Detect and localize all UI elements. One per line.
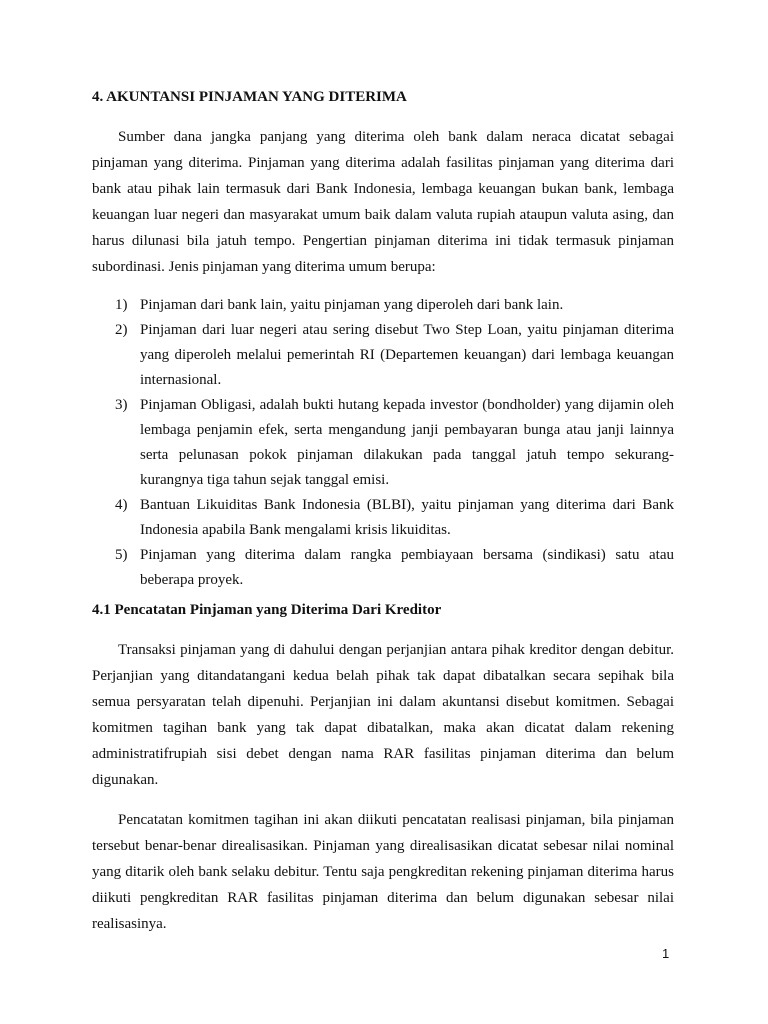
list-item bbox=[92, 293, 674, 318]
loan-types-list bbox=[92, 293, 674, 593]
list-item bbox=[92, 493, 674, 543]
subsection-paragraph-1: Transaksi pinjaman yang di dahului dengan perjanjian antara pihak kreditor dengan debitur. Perjanjian yang ditandatangani kedua belah pihak tak dapat dibatalkan secara sepihak bila semua persyaratan telah dipenuhi. Perjanjian ini dalam akuntansi disebut komitmen. Sebagai komitmen tagihan bank yang tak dapat dibatalkan, maka akan dicatat dalam rekening administratifrupiah sisi debet dengan nama RAR fasilitas pinjaman diterima dan belum digunakan. bbox=[92, 642, 674, 788]
list-item-text: Bantuan Likuiditas Bank Indonesia (BLBI), yaitu pinjaman yang diterima dari Bank Indonesia apabila Bank mengalami krisis likuiditas. bbox=[140, 497, 674, 538]
list-item bbox=[92, 543, 674, 593]
list-item-number: 4) bbox=[115, 497, 128, 513]
document-page bbox=[92, 84, 674, 937]
intro-paragraph: Sumber dana jangka panjang yang diterima oleh bank dalam neraca dicatat sebagai pinjaman yang diterima. Pinjaman yang diterima adalah fasilitas pinjaman yang diterima dari bank atau pihak lain termasuk dari Bank Indonesia, lembaga keuangan bukan bank, lembaga keuangan luar negeri dan masyarakat umum baik dalam valuta rupiah ataupun valuta asing, dan harus dilunasi bila jatuh tempo. Pengertian pinjaman diterima ini tidak termasuk pinjaman subordinasi. Jenis pinjaman yang diterima umum berupa: bbox=[92, 129, 674, 275]
section-title: 4. AKUNTANSI PINJAMAN YANG DITERIMA bbox=[92, 89, 407, 105]
list-item bbox=[92, 393, 674, 493]
list-item-text: Pinjaman dari luar negeri atau sering disebut Two Step Loan, yaitu pinjaman diterima yang diperoleh melalui pemerintah RI (Departemen keuangan) dari lembaga keuangan internasional. bbox=[140, 322, 674, 388]
list-item-text: Pinjaman Obligasi, adalah bukti hutang kepada investor (bondholder) yang dijamin oleh lembaga penjamin efek, serta mengandung janji pembayaran bunga atau janji lainnya serta pelunasan pokok pinjaman dilakukan pada tanggal jatuh tempo sekurang-kurangnya tiga tahun sejak tanggal emisi. bbox=[140, 397, 674, 488]
list-item bbox=[92, 318, 674, 393]
subsection-paragraph-2: Pencatatan komitmen tagihan ini akan diikuti pencatatan realisasi pinjaman, bila pinjaman tersebut benar-benar direalisasikan. Pinjaman yang direalisasikan dicatat sebesar nilai nominal yang ditarik oleh bank selaku debitur. Tentu saja pengkreditan rekening pinjaman diterima harus diikuti pengkreditan RAR fasilitas pinjaman diterima dan belum digunakan sebesar nilai realisasinya. bbox=[92, 812, 674, 932]
subsection-title: 4.1 Pencatatan Pinjaman yang Diterima Dari Kreditor bbox=[92, 602, 442, 618]
list-item-number: 2) bbox=[115, 322, 128, 338]
list-item-text: Pinjaman yang diterima dalam rangka pembiayaan bersama (sindikasi) satu atau beberapa proyek. bbox=[140, 547, 674, 588]
page-number: 1 bbox=[662, 946, 670, 961]
list-item-number: 1) bbox=[115, 297, 128, 313]
list-item-text: Pinjaman dari bank lain, yaitu pinjaman yang diperoleh dari bank lain. bbox=[140, 297, 564, 313]
list-item-number: 3) bbox=[115, 397, 128, 413]
list-item-number: 5) bbox=[115, 547, 128, 563]
